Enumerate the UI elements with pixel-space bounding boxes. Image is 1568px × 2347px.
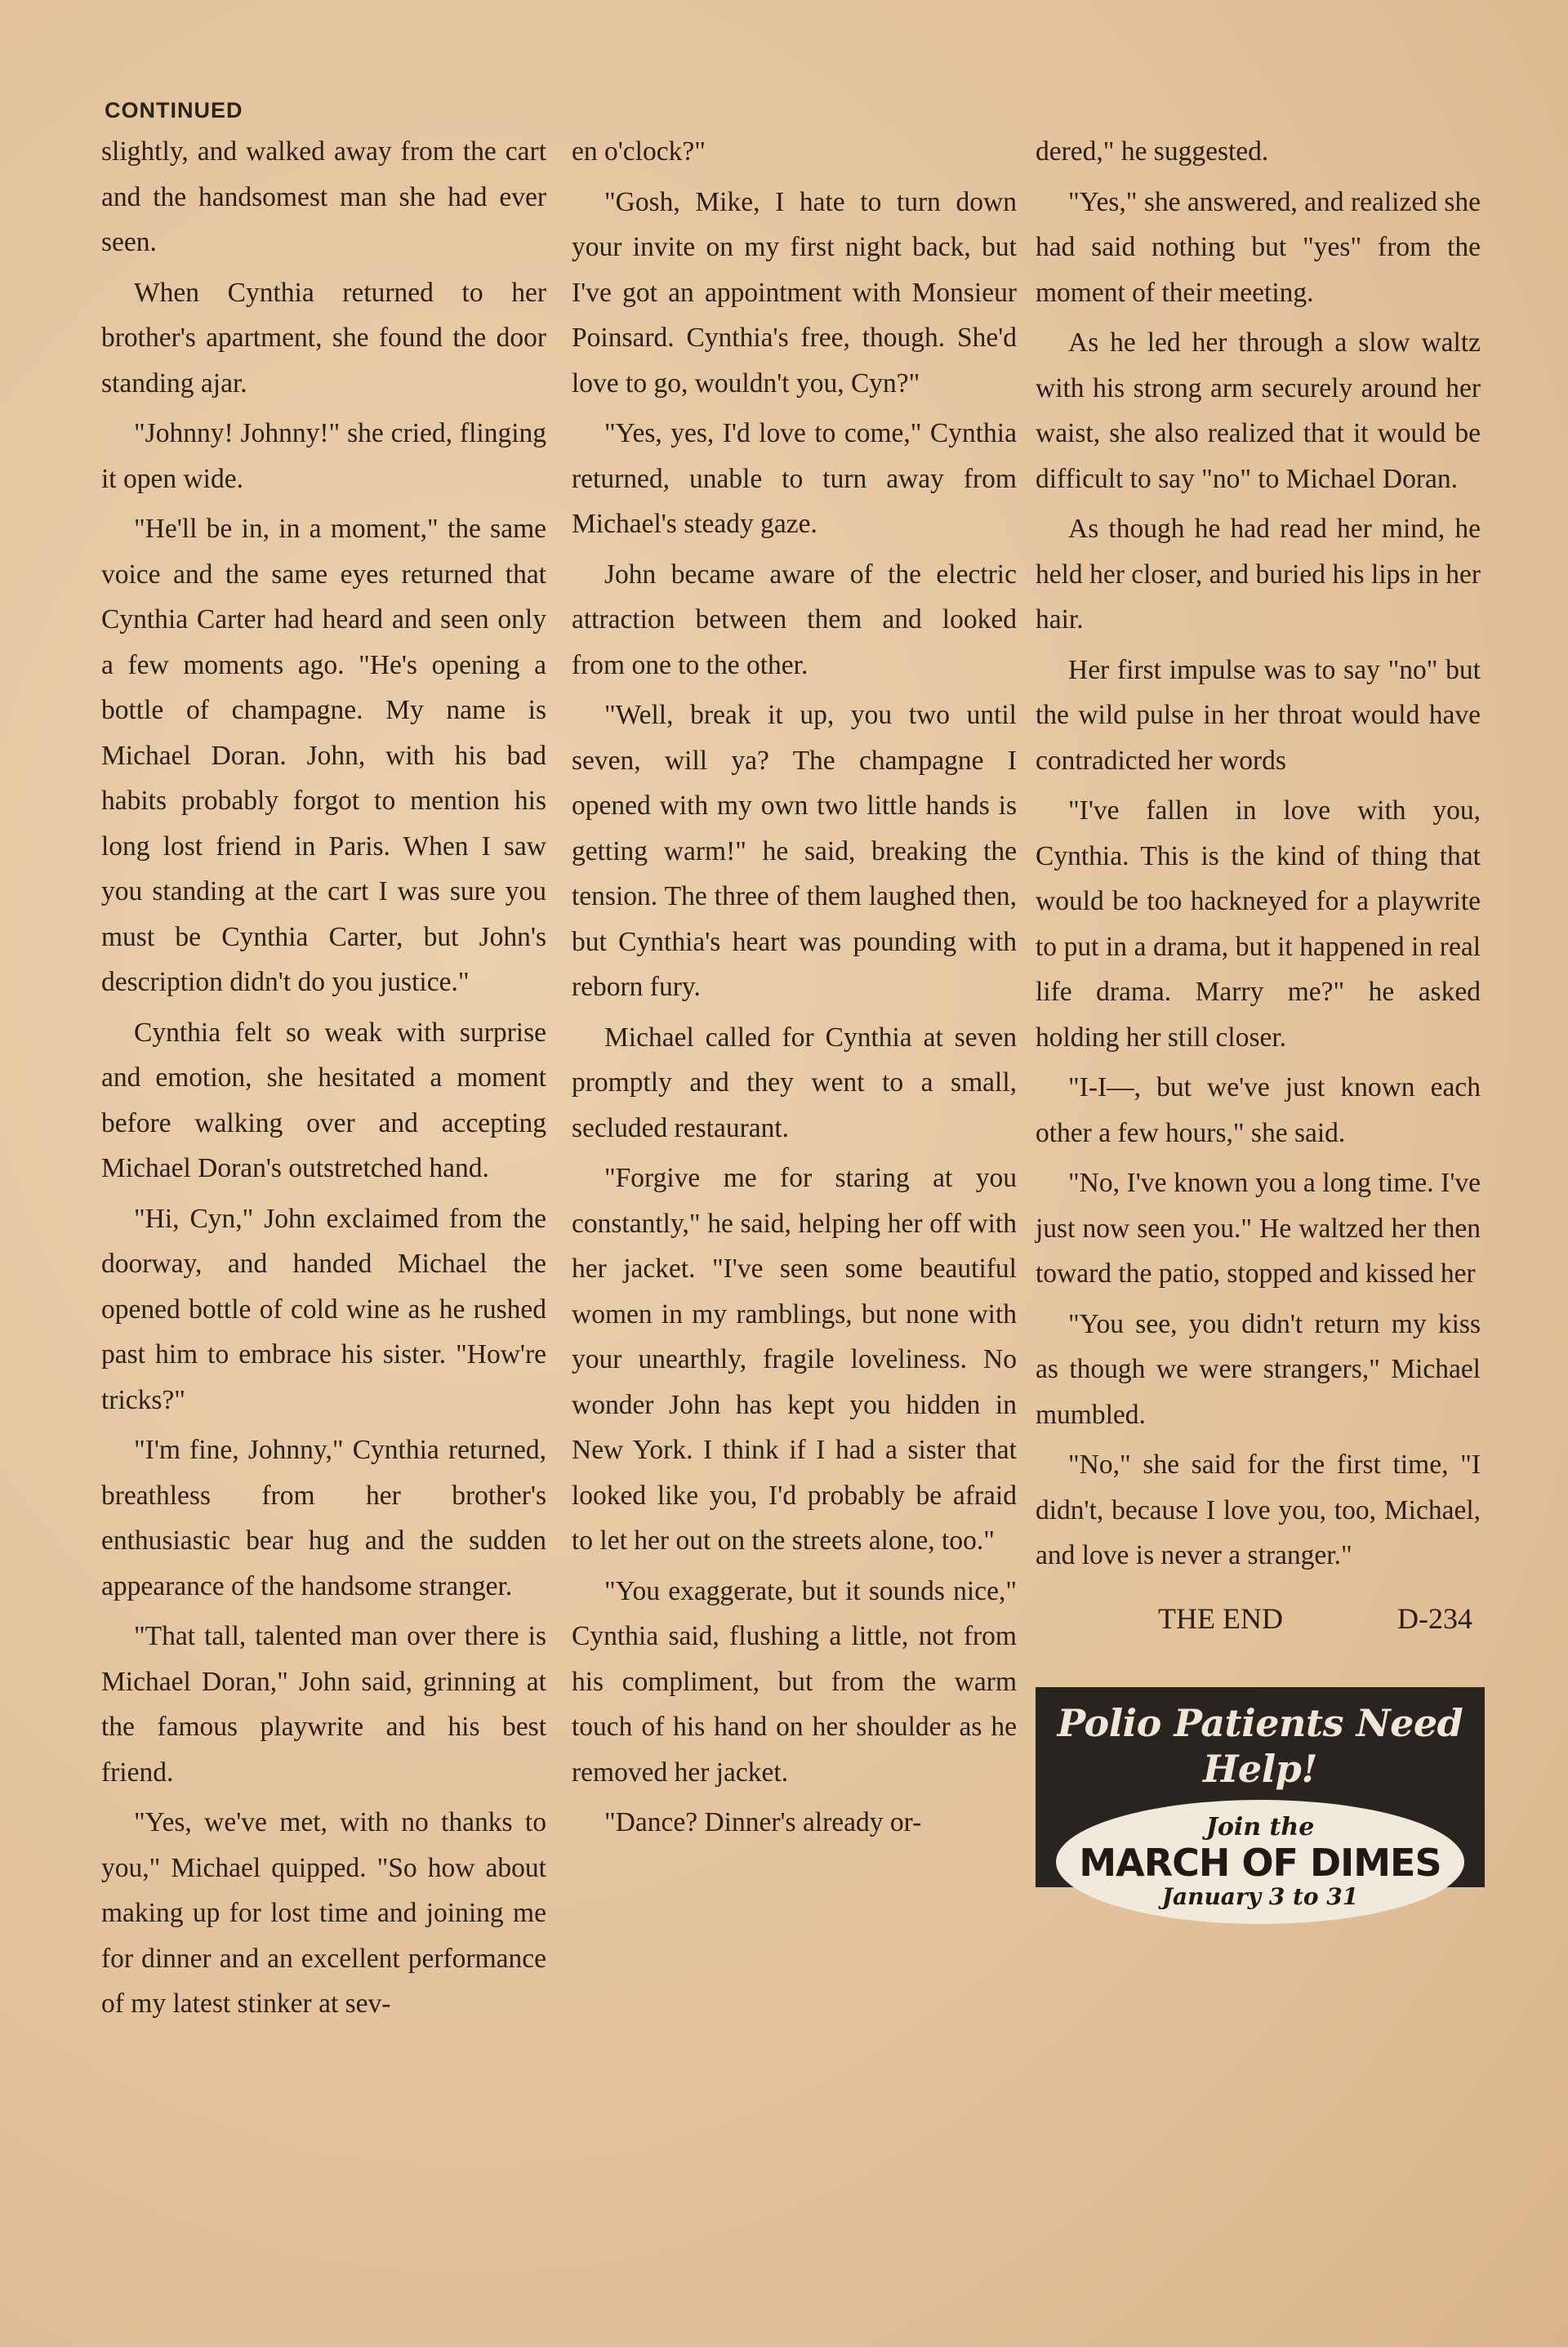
the-end-label: THE END <box>1158 1601 1283 1635</box>
paragraph: Michael called for Cynthia at seven promptly and they went to a small, secluded restaurant. <box>572 1022 1017 1143</box>
continued-label: CONTINUED <box>105 98 243 122</box>
paragraph: "Yes," she answered, and realized she had said nothing but "yes" from the moment of their meeting. <box>1036 186 1481 308</box>
paragraph: As he led her through a slow waltz with his strong arm securely around her waist, she also realized that it would be difficult to say "no" to Michael Doran. <box>1036 327 1481 494</box>
ad-headline: Polio Patients Need Help! <box>1057 1701 1463 1791</box>
paragraph: slightly, and walked away from the cart and the handsomest man she had ever seen. <box>101 136 546 257</box>
paragraph: John became aware of the electric attraction between them and looked from one to the other. <box>572 559 1017 680</box>
paragraph: "Hi, Cyn," John exclaimed from the doorway, and handed Michael the opened bottle of cold wine as he rushed past him to embrace his sister. "How're tricks?" <box>101 1203 546 1415</box>
end-line <box>1158 1597 1472 1642</box>
paragraph: "Gosh, Mike, I hate to turn down your invite on my first night back, but I've got an appointment with Monsieur Poinsard. Cynthia's free, though. She'd love to go, wouldn't you, Cyn?" <box>572 186 1017 399</box>
paragraph: "Forgive me for staring at you constantly," he said, helping her off with her jacket. "I've seen some beautiful women in my ramblings, but none with your unearthly, fragile loveliness. No wonder John has kept you hidden in New York. I think if I had a sister that looked like you, I'd probably be afraid to let her out on the streets alone, too." <box>572 1163 1017 1556</box>
paragraph: dered," he suggested. <box>1036 136 1269 167</box>
paragraph: "You exaggerate, but it sounds nice," Cynthia said, flushing a little, not from his compliment, but from the warm touch of his hand on her shoulder as he removed her jacket. <box>572 1575 1017 1788</box>
paragraph: "I've fallen in love with you, Cynthia. This is the kind of thing that would be too hackneyed for a playwrite to put in a drama, but it happened in real life drama. Marry me?" he asked holding her still closer. <box>1036 795 1481 1053</box>
paragraph: "You see, you didn't return my kiss as though we were strangers," Michael mumbled. <box>1036 1308 1481 1430</box>
paragraph: "No, I've known you a long time. I've just now seen you." He waltzed her then toward the patio, stopped and kissed her <box>1036 1168 1481 1289</box>
paragraph: As though he had read her mind, he held her closer, and buried his lips in her hair. <box>1036 514 1481 635</box>
text-column-2 <box>572 129 1017 1850</box>
story-code: D-234 <box>1397 1601 1472 1635</box>
paragraph: "Dance? Dinner's already or- <box>604 1807 922 1837</box>
paragraph: en o'clock?" <box>572 136 706 167</box>
paragraph: "That tall, talented man over there is Michael Doran," John said, grinning at the famous playwrite and his best friend. <box>101 1621 546 1788</box>
paragraph: "Well, break it up, you two until seven, will ya? The champagne I opened with my own two little hands is getting warm!" he said, breaking the tension. The three of them laughed then, but Cynthia's heart was pounding with reborn fury. <box>572 700 1017 1002</box>
ad-oval <box>1056 1800 1464 1924</box>
paragraph: "He'll be in, in a moment," the same voice and the same eyes returned that Cynthia Carter had heard and seen only a few moments ago. "He's opening a bottle of champagne. My name is Michael Doran. John, with his bad habits probably forgot to mention his long lost friend in Paris. When I saw you standing at the cart I was sure you must be Cynthia Carter, but John's description didn't do you justice." <box>101 514 546 997</box>
ad-dates: January 3 to 31 <box>1161 1883 1359 1910</box>
paragraph: "Yes, yes, I'd love to come," Cynthia returned, unable to turn away from Michael's steady gaze. <box>572 418 1017 539</box>
paragraph: Cynthia felt so weak with surprise and emotion, she hesitated a moment before walking over and accepting Michael Doran's outstretched hand. <box>101 1017 546 1183</box>
ad-campaign-name: MARCH OF DIMES <box>1079 1841 1441 1885</box>
paragraph: "I'm fine, Johnny," Cynthia returned, breathless from her brother's enthusiastic bear hug and the sudden appearance of the handsome stranger. <box>101 1435 546 1601</box>
paragraph: "I-I—, but we've just known each other a few hours," she said. <box>1036 1072 1481 1148</box>
paragraph: "No," she said for the first time, "I didn't, because I love you, too, Michael, and love is never a stranger." <box>1036 1450 1481 1570</box>
text-column-1 <box>101 129 546 2032</box>
paragraph: "Johnny! Johnny!" she cried, flinging it open wide. <box>101 418 546 494</box>
paragraph: Her first impulse was to say "no" but the wild pulse in her throat would have contradicted her words <box>1036 654 1481 776</box>
text-column-3 <box>1036 129 1481 1910</box>
paragraph: When Cynthia returned to her brother's apartment, she found the door standing ajar. <box>101 277 546 399</box>
march-of-dimes-ad <box>1036 1687 1485 1910</box>
paragraph: "Yes, we've met, with no thanks to you," Michael quipped. "So how about making up for lost time and joining me for dinner and an excellent performance of my latest stinker at sev- <box>101 1807 546 2019</box>
ad-join-text: Join the <box>1205 1813 1315 1842</box>
